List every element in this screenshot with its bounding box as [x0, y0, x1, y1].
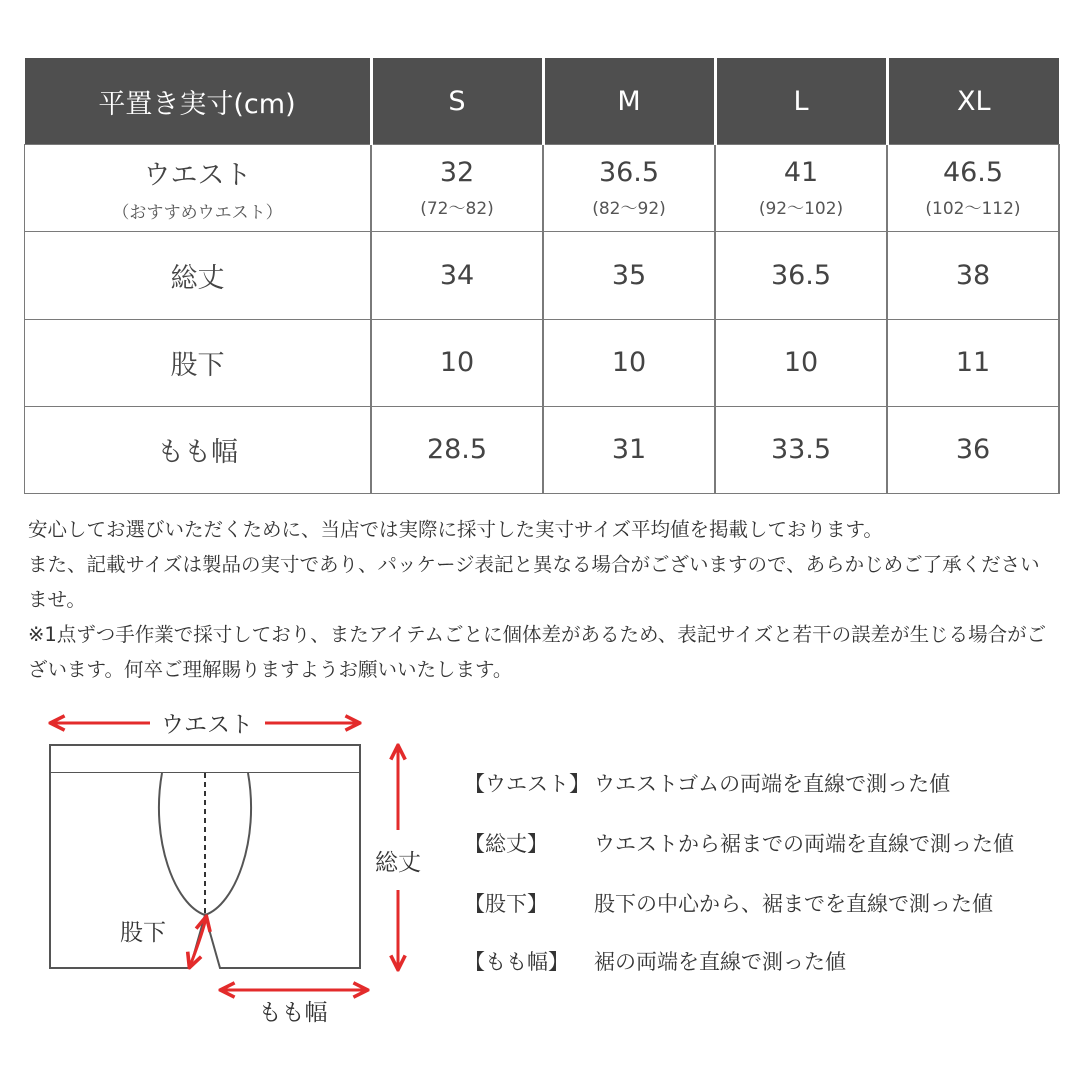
row-label: もも幅	[25, 406, 372, 493]
table-cell	[371, 145, 543, 232]
cell-subvalue: (92〜102)	[758, 199, 844, 220]
table-cell: 10	[715, 319, 887, 406]
table-cell	[887, 145, 1059, 232]
table-cell: 36	[887, 406, 1059, 493]
legend-desc: ウエストゴムの両端を直線で測った値	[594, 772, 951, 796]
boxer-measurement-diagram	[0, 690, 450, 1035]
header-size-m: M	[543, 58, 715, 145]
table-row-waist	[25, 145, 1060, 232]
legend-desc: ウエストから裾までの両端を直線で測った値	[594, 832, 1014, 856]
legend-desc: 裾の両端を直線で測った値	[594, 950, 846, 974]
cell-value: 41	[783, 157, 819, 189]
table-cell: 10	[543, 319, 715, 406]
length-label: 総丈	[375, 850, 421, 876]
table-cell: 11	[887, 319, 1059, 406]
legend-key: 【股下】	[464, 892, 548, 916]
row-label-text: ウエスト	[143, 160, 252, 192]
header-size-s: S	[371, 58, 543, 145]
table-cell	[543, 145, 715, 232]
table-row-thigh	[25, 406, 1060, 493]
cell-value: 32	[439, 157, 475, 189]
row-label: 総丈	[25, 232, 372, 319]
legend-key: 【総丈】	[464, 832, 548, 856]
size-table	[24, 58, 1060, 494]
table-cell: 34	[371, 232, 543, 319]
legend-desc: 股下の中心から、裾までを直線で測った値	[594, 892, 993, 916]
legend-key: 【ウエスト】	[464, 772, 590, 796]
header-size-xl: XL	[887, 58, 1059, 145]
table-cell: 10	[371, 319, 543, 406]
thigh-label: もも幅	[258, 1000, 328, 1026]
table-cell: 33.5	[715, 406, 887, 493]
table-row-length	[25, 232, 1060, 319]
legend-key: 【もも幅】	[464, 950, 569, 974]
cell-value: 46.5	[942, 157, 1004, 189]
row-label	[25, 145, 372, 232]
note-paragraph: また、記載サイズは製品の実寸であり、パッケージ表記と異なる場合がございますので、あらかじめご了承くださいませ。	[28, 553, 1040, 611]
table-cell: 36.5	[715, 232, 887, 319]
cell-subvalue: (102〜112)	[925, 199, 1021, 220]
row-sublabel: （おすすめウエスト）	[112, 203, 283, 224]
table-cell: 31	[543, 406, 715, 493]
header-size-l: L	[715, 58, 887, 145]
table-header-row	[25, 58, 1060, 145]
header-label: 平置き実寸(cm)	[25, 58, 372, 145]
cell-value: 36.5	[598, 157, 660, 189]
cell-subvalue: (72〜82)	[420, 199, 494, 220]
waistband-shape	[50, 745, 360, 773]
note-paragraph: 安心してお選びいただくために、当店では実際に採寸した実寸サイズ平均値を掲載しております。	[28, 518, 883, 541]
row-label: 股下	[25, 319, 372, 406]
table-cell	[715, 145, 887, 232]
table-cell: 35	[543, 232, 715, 319]
table-cell: 38	[887, 232, 1059, 319]
note-paragraph: ※1点ずつ手作業で採寸しており、またアイテムごとに個体差があるため、表記サイズと若干の誤差が生じる場合がございます。何卒ご理解賜りますようお願いいたします。	[28, 623, 1047, 681]
waist-label: ウエスト	[161, 712, 253, 738]
cell-subvalue: (82〜92)	[592, 199, 666, 220]
table-cell: 28.5	[371, 406, 543, 493]
size-notes	[28, 512, 1058, 687]
table-row-inseam	[25, 319, 1060, 406]
inseam-label: 股下	[120, 920, 166, 946]
